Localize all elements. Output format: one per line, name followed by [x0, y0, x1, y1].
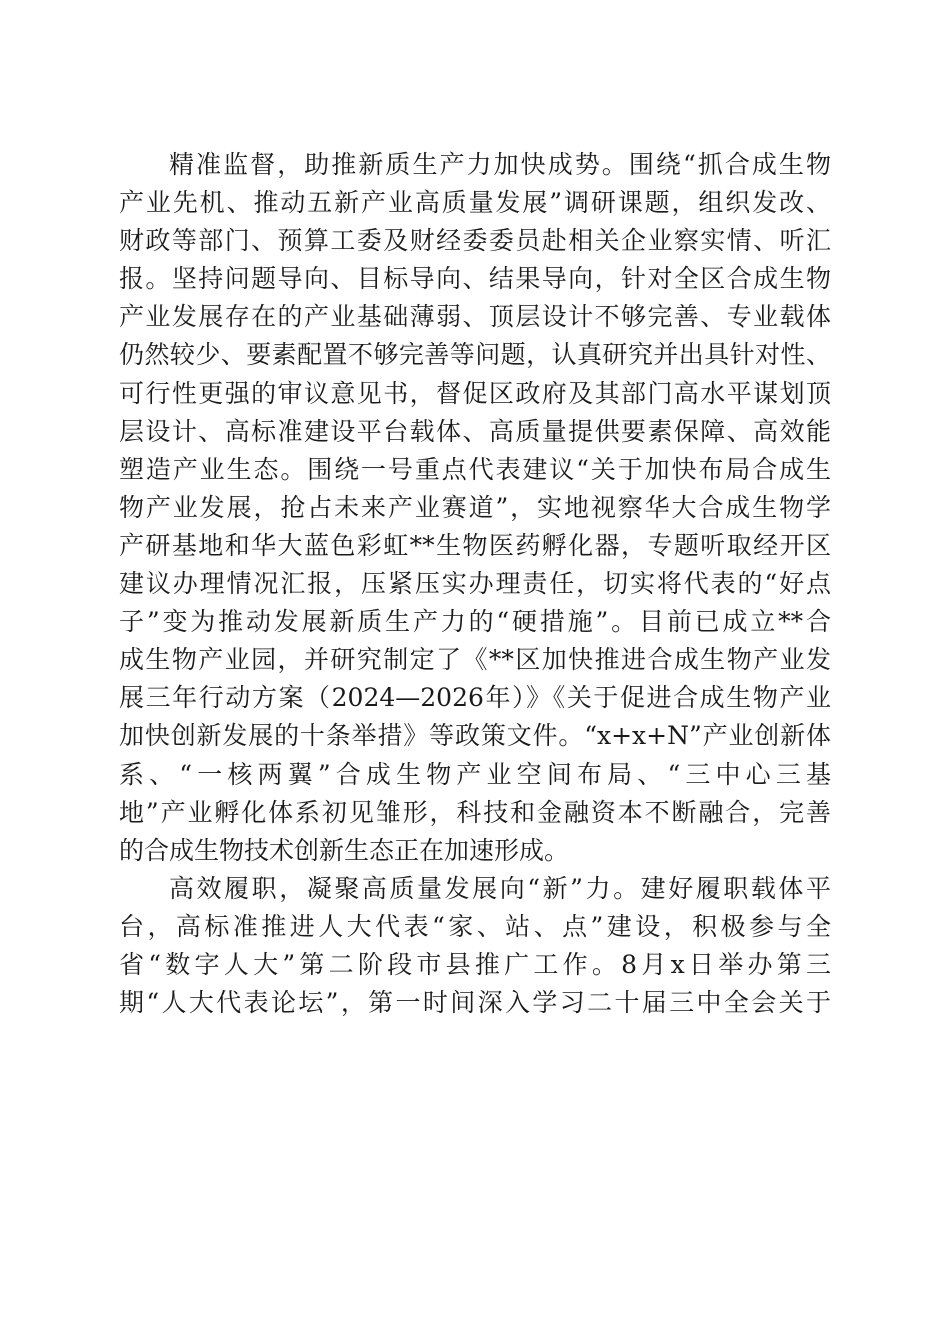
paragraph-1-line-15: 展三年行动方案（2024—2026年）》《关于促进合成生物产业 [119, 683, 831, 713]
paragraph-1-line-1: 精准监督，助推新质生产力加快成势。围绕“抓合成生物 [169, 150, 831, 179]
paragraph-2-line-4: 期“人大代表论坛”，第一时间深入学习二十届三中全会关于 [119, 988, 831, 1018]
paragraph-1-line-10: 物产业发展，抢占未来产业赛道”，实地视察华大合成生物学 [119, 492, 831, 522]
paragraph-1-line-19: 的合成生物技术创新生态正在加速形成。 [119, 835, 570, 865]
paragraph-2-line-1: 高效履职，凝聚高质量发展向“新”力。建好履职载体平 [169, 873, 831, 903]
paragraph-1-line-17: 系、“一核两翼”合成生物产业空间布局、“三中心三基 [119, 759, 831, 789]
paragraph-1-line-12: 建议办理情况汇报，压紧压实办理责任，切实将代表的“好点 [119, 569, 831, 599]
paragraph-1-line-13: 子”变为推动发展新质生产力的“硬措施”。目前已成立**合 [119, 607, 831, 637]
paragraph-1-line-6: 仍然较少、要素配置不够完善等问题，认真研究并出具针对性、 [119, 340, 831, 370]
paragraph-2-line-2: 台，高标准推进人大代表“家、站、点”建设，积极参与全 [119, 911, 831, 941]
paragraph-1-line-8: 层设计、高标准建设平台载体、高质量提供要素保障、高效能 [119, 416, 831, 446]
paragraph-1-line-5: 产业发展存在的产业基础薄弱、顶层设计不够完善、专业载体 [119, 302, 831, 332]
paragraph-1-line-18: 地”产业孵化体系初见雏形，科技和金融资本不断融合，完善 [119, 797, 831, 827]
document-body [119, 146, 831, 1022]
paragraph-1-line-2: 产业先机、推动五新产业高质量发展”调研课题，组织发改、 [119, 188, 831, 218]
paragraph-1-line-4: 报。坚持问题导向、目标导向、结果导向，针对全区合成生物 [119, 264, 831, 294]
paragraph-1-line-3: 财政等部门、预算工委及财经委委员赴相关企业察实情、听汇 [119, 226, 831, 256]
paragraph-1-line-9: 塑造产业生态。围绕一号重点代表建议“关于加快布局合成生 [119, 454, 831, 484]
paragraph-1-line-7: 可行性更强的审议意见书，督促区政府及其部门高水平谋划顶 [119, 378, 831, 408]
paragraph-1-line-14: 成生物产业园，并研究制定了《**区加快推进合成生物产业发 [119, 645, 831, 675]
paragraph-1-line-11: 产研基地和华大蓝色彩虹**生物医药孵化器，专题听取经开区 [119, 530, 831, 560]
paragraph-2-line-3: 省“数字人大”第二阶段市县推广工作。8月x日举办第三 [119, 949, 831, 979]
paragraph-1-line-16: 加快创新发展的十条举措》等政策文件。“x+x+N”产业创新体 [119, 721, 831, 751]
